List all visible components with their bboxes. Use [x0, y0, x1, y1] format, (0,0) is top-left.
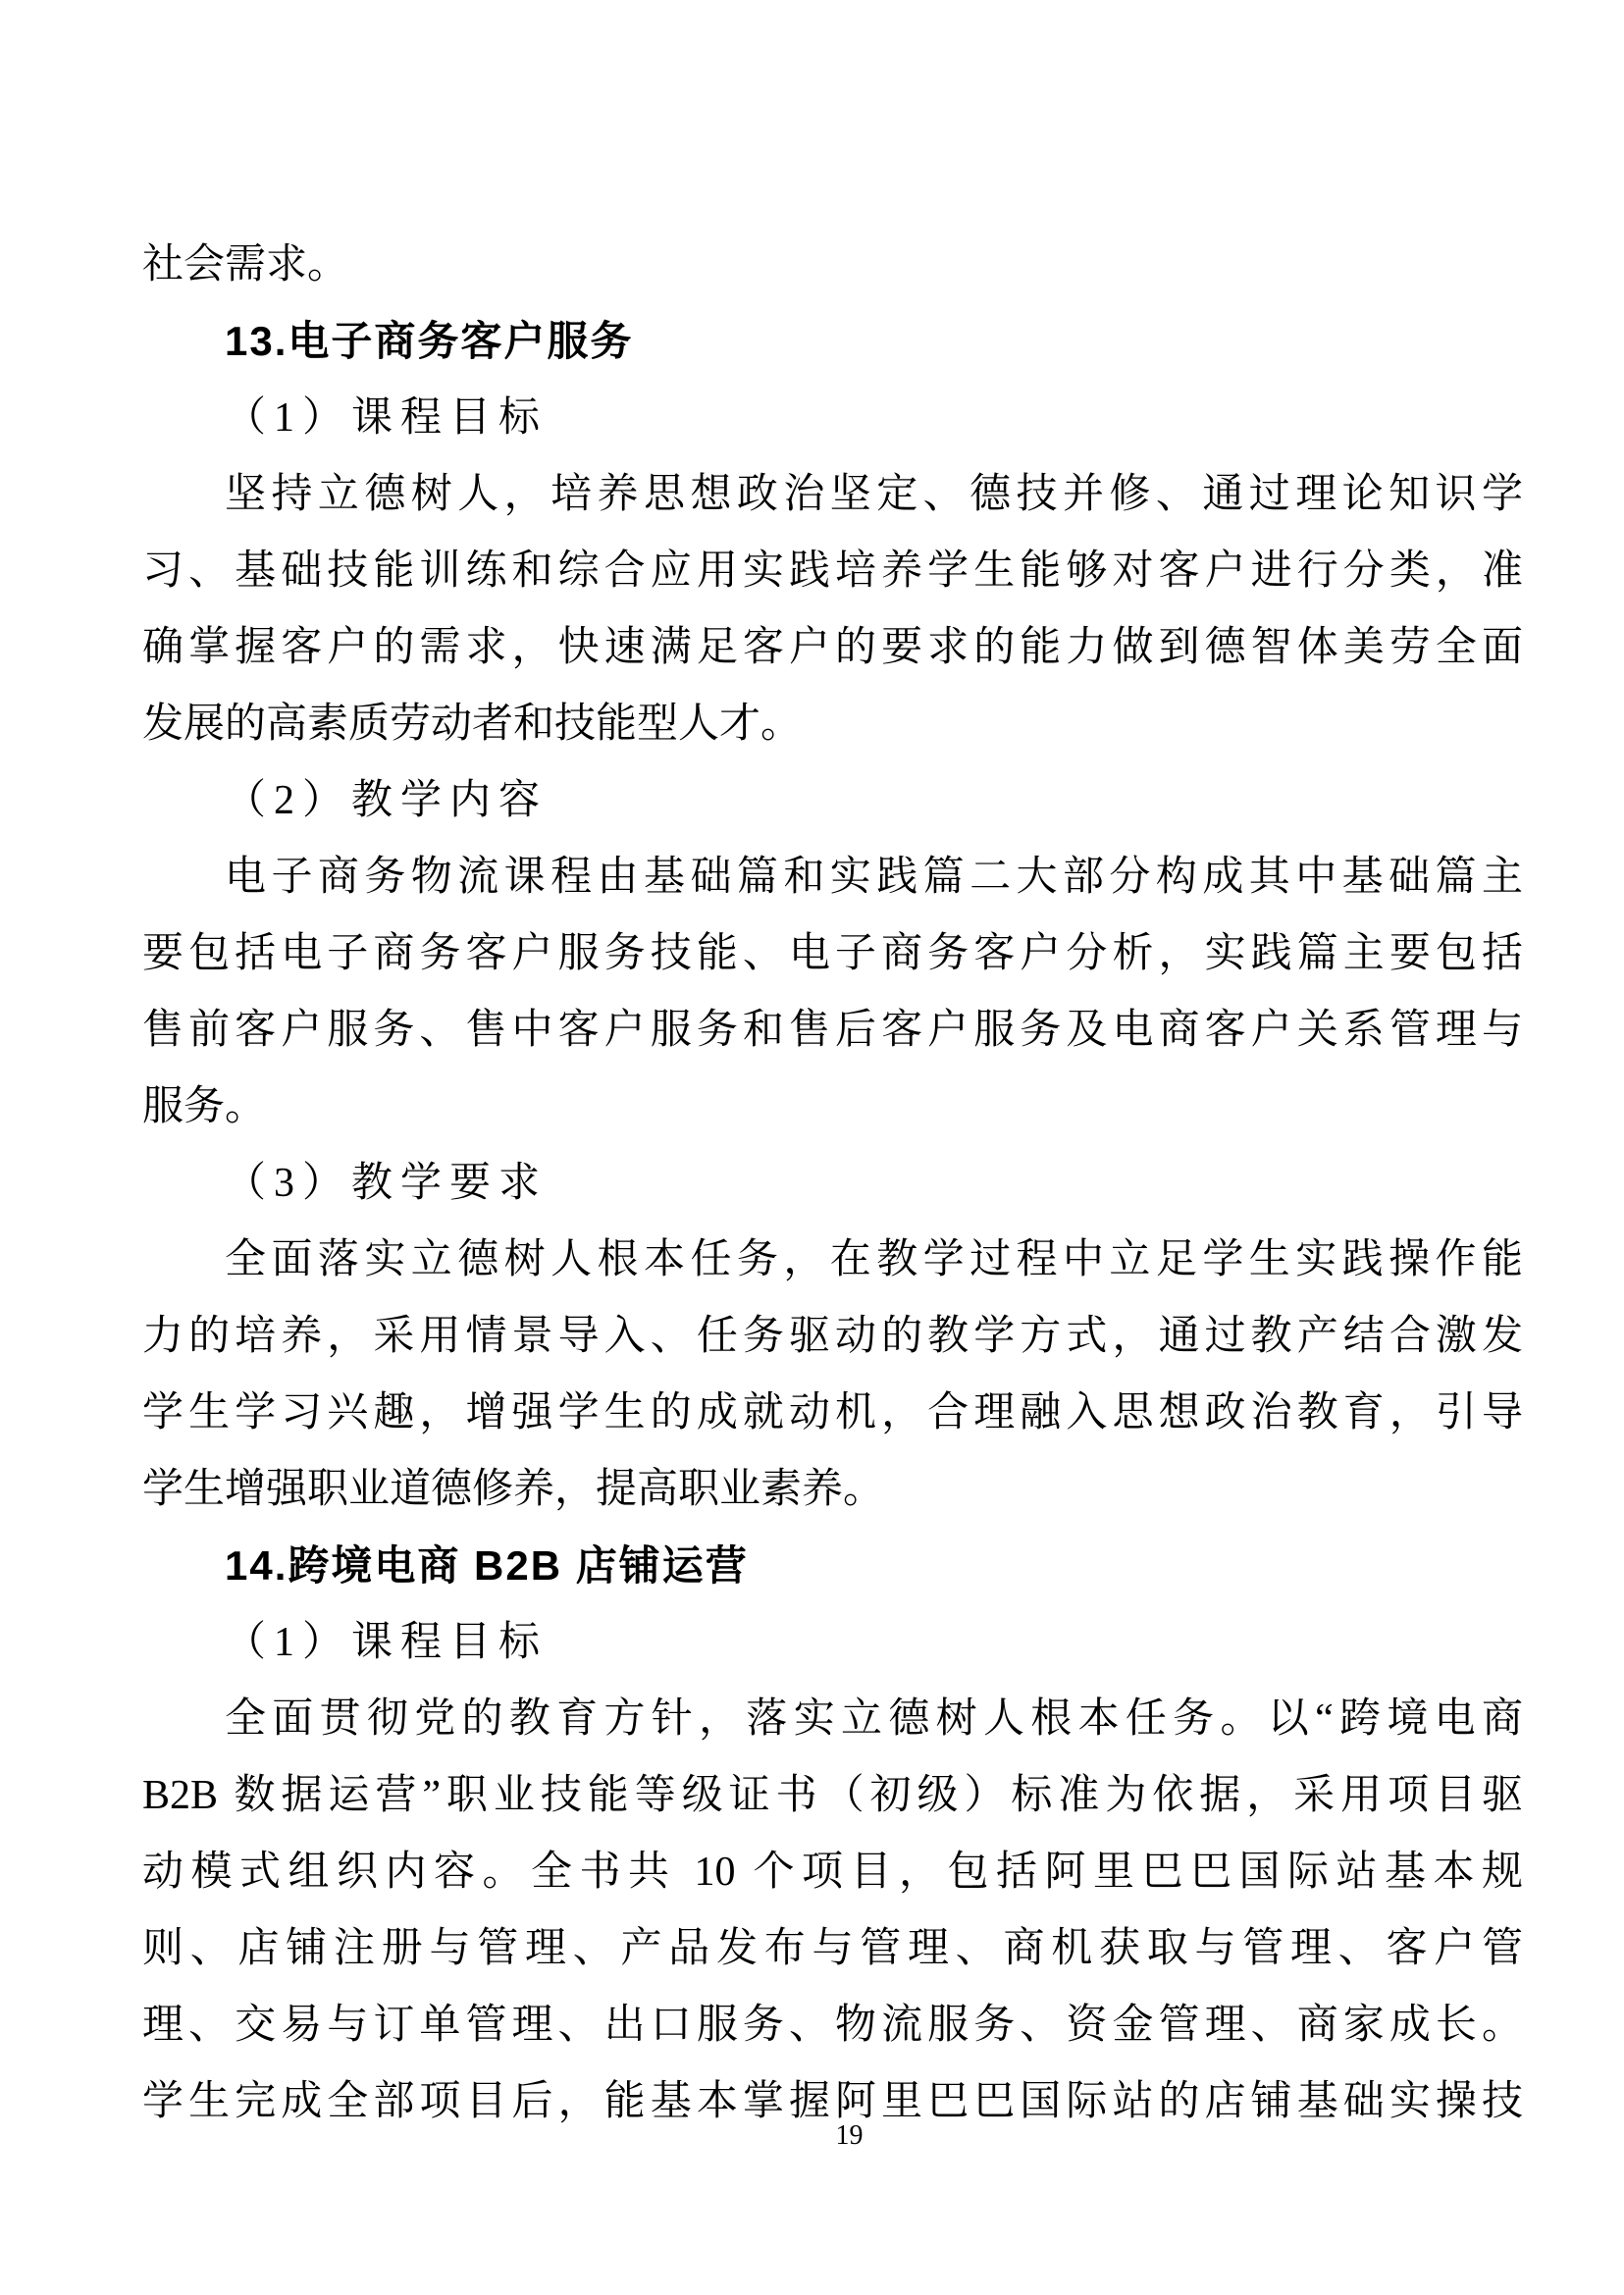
text-line-4: 坚持立德树人，培养思想政治坚定、德技并修、通过理论知识学	[225, 472, 1523, 517]
section-heading: 14.跨境电商 B2B 店铺运营	[225, 1542, 749, 1589]
text-line-22: 动模式组织内容。全书共 10 个项目，包括阿里巴巴国际站基本规	[142, 1850, 1523, 1895]
text-line-23: 则、店铺注册与管理、产品发布与管理、商机获取与管理、客户管	[142, 1926, 1523, 1971]
text-line-17: 学生增强职业道德修养，提高职业素养。	[142, 1467, 885, 1512]
text-line-12: 服务。	[142, 1084, 267, 1129]
text-line-10: 要包括电子商务客户服务技能、电子商务客户分析，实践篇主要包括	[142, 931, 1523, 976]
text-block	[142, 227, 1523, 2140]
text-line-11: 售前客户服务、售中客户服务和售后客户服务及电商客户关系管理与	[142, 1008, 1523, 1053]
text-line-24: 理、交易与订单管理、出口服务、物流服务、资金管理、商家成长。	[142, 2003, 1523, 2048]
text-line-6: 确掌握客户的需求，快速满足客户的要求的能力做到德智体美劳全面	[142, 625, 1523, 670]
text-line-20: 全面贯彻党的教育方针，落实立德树人根本任务。以“跨境电商	[225, 1696, 1523, 1742]
text-line-7: 发展的高素质劳动者和技能型人才。	[142, 702, 803, 747]
text-line-16: 学生学习兴趣，增强学生的成就动机，合理融入思想政治教育，引导	[142, 1390, 1523, 1435]
text-line-9: 电子商务物流课程由基础篇和实践篇二大部分构成其中基础篇主	[225, 855, 1523, 900]
text-line-25: 学生完成全部项目后，能基本掌握阿里巴巴国际站的店铺基础实操技	[142, 2079, 1523, 2124]
subsection-heading: （2）教学内容	[225, 778, 549, 823]
subsection-heading: （1）课程目标	[225, 395, 549, 441]
subsection-heading: （3）教学要求	[225, 1161, 549, 1206]
page-footer	[0, 2119, 1624, 2153]
subsection-heading: （1）课程目标	[225, 1620, 549, 1665]
text-line-1: 社会需求。	[142, 242, 349, 287]
text-line-15: 力的培养，采用情景导入、任务驱动的教学方式，通过教产结合激发	[142, 1314, 1523, 1359]
text-line-14: 全面落实立德树人根本任务，在教学过程中立足学生实践操作能	[225, 1237, 1523, 1282]
page-number: 19	[835, 2120, 864, 2151]
text-line-21: B2B 数据运营”职业技能等级证书（初级）标准为依据，采用项目驱	[142, 1773, 1523, 1818]
text-line-5: 习、基础技能训练和综合应用实践培养学生能够对客户进行分类，准	[142, 548, 1523, 594]
section-heading: 13.电子商务客户服务	[225, 318, 634, 364]
